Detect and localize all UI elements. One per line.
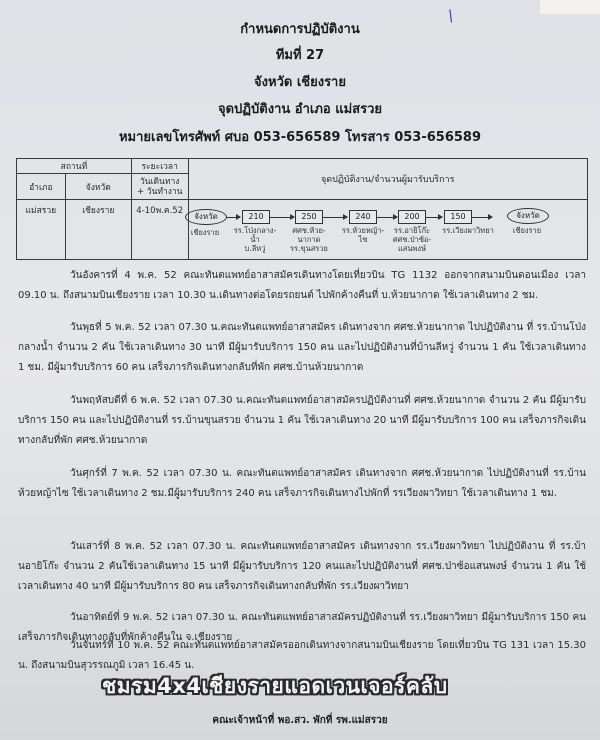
col-amphoe-header: อำเภอ bbox=[17, 174, 66, 200]
paragraph-day-9: วันอาทิตย์ที่ 9 พ.ค. 52 เวลา 07.30 น. คณะทันตแพทย์อาสาสมัครปฏิบัติงานที่ รร.เวียงผาวิทยา มีผู้มารับบริการ 150 คน เสร็จภารกิจเดินทางกลับที่พักค้างคืนใน จ.เชียงราย bbox=[18, 612, 586, 643]
col-service-header: จุดปฏิบัติงาน/จำนวนผู้มารับบริการ bbox=[188, 159, 587, 200]
stop-1-label: รร.โป่งกลาง- น้ำ บ.ลีหวู่ bbox=[233, 226, 277, 253]
stop-4-label: รร.อายิโก๊ะ ศศช.ป่าซ้อ- แสนพงษ์ bbox=[392, 226, 432, 253]
header-team: ทีมที่ 27 bbox=[275, 48, 325, 63]
route-arrow bbox=[323, 217, 347, 218]
route-arrow bbox=[426, 217, 442, 218]
col-place-header: สถานที่ bbox=[17, 159, 132, 174]
stop-3-label: รร.ห้วยหญ้า- ไซ bbox=[341, 226, 385, 244]
col-province-header: จังหวัด bbox=[65, 174, 131, 200]
route-arrow bbox=[270, 217, 294, 218]
row-province: เชียงราย bbox=[65, 200, 131, 260]
col-travel-day: วันเดินทาง bbox=[140, 176, 180, 187]
row-amphoe: แม่สรวย bbox=[17, 200, 66, 260]
paragraph-day-4: วันอังคารที่ 4 พ.ค. 52 คณะทันตแพทย์อาสาสมัครเดินทางโดยเที่ยวบิน TG 1132 ออกจากสนามบินดอนเมือง เวลา 09.10 น. ถึงสนามบินเชียงราย เวลา 10.30 น.เดินทางต่อโดยรถยนต์ ไปพักค้างคืนที่ บ.ห้วยนากาด ใช้เวลาเดินทาง 2 ชม. bbox=[18, 270, 586, 301]
route-arrow bbox=[472, 217, 492, 218]
stop-4-count: 200 bbox=[398, 210, 426, 224]
route-end: จังหวัด bbox=[507, 208, 549, 224]
route-start-label: เชียงราย bbox=[190, 228, 220, 237]
col-work-day: + วันทำงาน bbox=[136, 186, 183, 197]
stop-3-count: 240 bbox=[349, 210, 377, 224]
stop-5-label: รร.เวียงผาวิทยา bbox=[442, 226, 494, 235]
paragraph-day-8: วันเสาร์ที่ 8 พ.ค. 52 เวลา 07.30 น. คณะทันตแพทย์อาสาสมัคร เดินทางจาก รร.เวียงผาวิทยา ไปปฏิบัติงาน ที่ รร.บ้านอายิโก๊ะ จำนวน 2 คันใช้เวลาเดินทาง 15 นาที มีผู้มารับบริการ 120 คนและไปปฏิบัติงานที่ ศศช.ป่าซ้อแสนพงษ์ จำนวน 1 คัน ใช้เวลาเดินทาง 40 นาที มีผู้มารับบริการ 80 คน เสร็จภารกิจเดินทางกลับที่พัก รร.เวียงผาวิทยา bbox=[18, 541, 586, 592]
header-phone: หมายเลขโทรศัพท์ ศบอ 053-656589 โทรสาร 053-656589 bbox=[118, 130, 482, 145]
header-province: จังหวัด เชียงราย bbox=[254, 75, 346, 90]
route-flow bbox=[182, 206, 586, 256]
col-time-header: ระยะเวลา bbox=[131, 159, 188, 174]
paragraph-day-6: วันพฤหัสบดีที่ 6 พ.ค. 52 เวลา 07.30 น.คณะทันตแพทย์อาสาสมัครปฏิบัติงานที่ ศศช.ห้วยนากาด จำนวน 2 คัน มีผู้มารับบริการ 150 คน และไปปฏิบัติงานที่ รร.บ้านขุนสรวย จำนวน 1 คัน ใช้เวลาเดินทาง 20 นาที มีผู้มารับบริการ 100 คน เสร็จภารกิจเดินทางกลับที่พัก ศศช.ห้วยนากาด bbox=[18, 395, 586, 446]
watermark-text: ชมรม4x4เชียงรายแอดเวนเจอร์คลับ bbox=[102, 674, 448, 698]
pen-mark: \ bbox=[448, 6, 454, 25]
stop-2-label: ศศช.ห้วย- นากาด รร.ขุนสรวย bbox=[290, 226, 328, 253]
stop-2-count: 250 bbox=[295, 210, 323, 224]
route-arrow bbox=[226, 217, 240, 218]
route-arrow bbox=[377, 217, 397, 218]
header-title: กำหนดการปฏิบัติงาน bbox=[240, 22, 360, 37]
signature-line: คณะเจ้าหน้าที่ พอ.สว. พักที่ รพ.แม่สรวย bbox=[212, 715, 388, 726]
col-days-header bbox=[131, 174, 188, 200]
paragraph-day-10: วันจันทร์ที่ 10 พ.ค. 52 คณะทันตแพทย์อาสาสมัครออกเดินทางจากสนามบินเชียงราย โดยเที่ยวบิน TG 131 เวลา 15.30 น. ถึงสนามบินสุวรรณภูมิ เวลา 16.45 น. bbox=[18, 640, 586, 671]
route-end-label: เชียงราย bbox=[512, 226, 542, 235]
stop-1-count: 210 bbox=[242, 210, 270, 224]
route-start: จังหวัด bbox=[185, 209, 227, 225]
paragraph-day-7: วันศุกร์ที่ 7 พ.ค. 52 เวลา 07.30 น. คณะทันตแพทย์อาสาสมัคร เดินทางจาก ศศช.ห้วยนากาด ไปปฏิบัติงานที่ รร.บ้านห้วยหญ้าไซ ใช้เวลาเดินทาง 2 ชม.มีผู้มารับบริการ 240 คน เสร็จภารกิจเดินทางไปพักที่ รรเวียงผาวิทยา ใช้เวลาเดินทาง 1 ชม. bbox=[18, 468, 586, 499]
stop-5-count: 150 bbox=[444, 210, 472, 224]
paragraph-day-5: วันพุธที่ 5 พ.ค. 52 เวลา 07.30 น.คณะทันตแพทย์อาสาสมัคร เดินทางจาก ศศช.ห้วยนากาด ไปปฏิบัติงาน ที่ รร.บ้านโป่งกลางน้ำ จำนวน 2 คัน ใช้เวลาเดินทาง 30 นาที มีผู้มารับบริการ 150 คน และไปปฏิบัติงานที่บ้านลีหวู่ จำนวน 1 คัน ใช้เวลาเดินทาง 1 ชม. มีผู้มารับบริการ 60 คน เสร็จภารกิจเดินทางกลับที่พัก ศศช.บ้านห้วยนากาด bbox=[18, 322, 586, 373]
header-work-site: จุดปฏิบัติงาน อำเภอ แม่สรวย bbox=[217, 102, 383, 117]
row-dates: 4-10พ.ค.52 bbox=[131, 200, 188, 260]
page-corner bbox=[540, 0, 600, 14]
